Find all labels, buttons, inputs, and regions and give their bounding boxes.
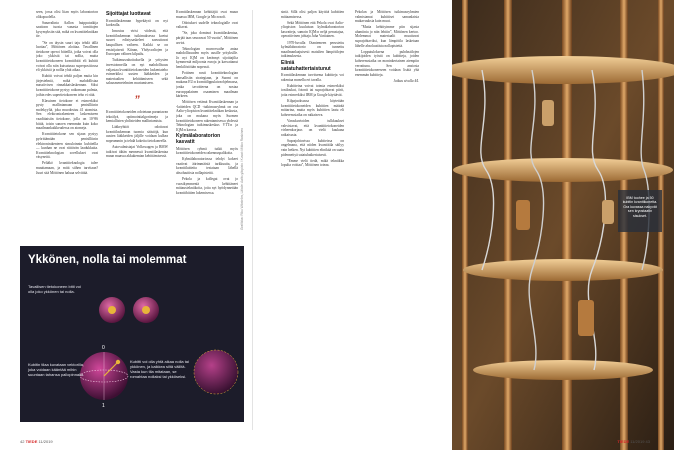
paragraph: sintä. Sillä olisi paljon käyttöä kubittien mittaamisessa. — [281, 10, 344, 19]
issue-left: 11/2019 — [38, 439, 53, 444]
qubit-label-zero: 0 — [102, 345, 105, 351]
magazine-name-left: TIEDE — [25, 439, 38, 444]
subheading: Eliniä satatuhattertaistunut — [281, 59, 331, 72]
paragraph: Kylmälaboratoriossa tehdyt kokeet vaativat äärimmäistä tarkkuutta, ja kvanttilaitteita testataan lähellä absoluuttista nollapistettä. — [176, 157, 238, 175]
paragraph: Peliäkö kvanttiteknologia tulee muuttamaan, ja mitä siihen tarvitaan? Juuri sitä Möttönen haluaa selvittää. — [36, 161, 98, 175]
column-divider — [252, 10, 253, 430]
paragraph: Pekolan ja Möttösen tutkimusryhmien valmistamat kubittiset samanlaisia mukavuuksia kuin muut. — [355, 10, 419, 24]
photo-caption: IBM toohee ja 50 kubitin kvanttikonetta. Gra kuvassa nakyvät sen kryostaatin sisukset. — [622, 196, 658, 218]
cryostat-illustration — [452, 0, 674, 450]
paragraph: Pekola ja kollegat ovat jo vuosikymmeniä kehittäneet mittaustekniikoita, joita nyt hyödynnetään kvanttibittien lukemisessa. — [176, 177, 238, 195]
issue-right: 11/2019 — [630, 439, 645, 444]
paragraph: Teknologian murrosvaihe antaa mahdollisuuden myös uusille yrityksille. Jo nyt IQM on kerännyt sijoittajilta kymmeniä miljoonia euroja ja kasvattanut henkilöstöään nopeasti. — [176, 46, 238, 70]
infographic-text-bit: Tavallisen tietokoneen bitti voi olla joko ykkönen tai nolla. — [28, 284, 81, 294]
paragraph: Kvanttitietokone sen sijaan pystyy pyörittämään penisilliinin elektronirakenteen simuloinnin kubiteilla — kunhan ne ovat riittävän laadukkaita. Kvanttiteknologian sovellukset ovat väsyneitä. — [36, 132, 98, 160]
paragraph: Kilpajuoksussa käytetään kvanttitietokoneiden kubittien määrää mittarina, mutta myös kubittien laatu eli koherenssiaika on ratkaiseva. — [281, 99, 344, 117]
qubit-state-dot — [116, 360, 120, 364]
paragraph: Kvanttitietokoneiden odotetaan parantavan tekoälyä, optimointialgoritmeja ja kemiallisten yhdisteiden mallintamista. — [106, 109, 168, 124]
paragraph: Sekä Möttönen että Pekola ovat Aalto-yliopiston kuuluisan kylmälaboratorion kasvatteja, samoin IQM:n neljä perustajaa, operatiivinen johtaja Juha Vartiainen. — [281, 20, 344, 39]
continued-reference: Jatkuu sivulla 44. — [393, 78, 419, 83]
quote-mark-icon: ” — [134, 93, 140, 106]
infographic-text-qubit-vector: Kubitin tilaa kuvataan vektorilla, joka voidaan kääntää mihin suuntaan tahansa pallopinnalla. — [28, 362, 85, 377]
paragraph: ”Emme vielä tiedä, mikä tekniikka lopulta voittaa”, Möttönen toteaa. — [281, 158, 344, 168]
paragraph: Möttösen vetämä Kvanttilaskennan ja -laitteiden QCD -tutkimusryhmä on osa Aalto-yliopiston kvanttitekniikan keskusta, joka on mukana myös Suomen kvanttitietokoneen rakentamisessa yhdessä Teknologian tutkimuskeskus VTT:n ja IQM:n kanssa. — [176, 100, 238, 132]
pull-quote — [106, 93, 168, 106]
subheading: Sijoittajat luottavat — [106, 11, 151, 17]
footer-left — [20, 439, 53, 444]
article-column-1 — [36, 10, 98, 242]
infographic-illustration — [20, 246, 244, 422]
paragraph: Kvanttilaskennan hypekäyrä on nyt korkealla. — [106, 18, 168, 28]
paragraph: ”Se, joka dominoi kvanttilaskentaa, pärjää taas seuraavat 50 vuotta”, Möttönen arvioi. — [176, 31, 238, 45]
paragraph: Innostus virisi viidestä, että kvanttilaskennan tutkimuksessa koetut suuret edistysaskeleet saavuttavat kaupallisen vaiheen. Kaikki se on ensisijaisesti Kiinan, Yhdysvaltojen ja Euroopan välinen kilpailu. — [106, 29, 168, 57]
article-column-4 — [281, 10, 344, 433]
subheading: Kylmälaboratorion kasvatit — [176, 133, 221, 145]
infographic-title: Ykkönen, nolla tai molemmat — [28, 254, 187, 266]
article-column-5 — [355, 10, 419, 433]
image-credit: Grafiikka: Riku Wikström, Lähde: Aalto-yliopisto / Kuvat: Mikko Raskinen — [240, 127, 244, 230]
paragraph: Lopputuloksena puhdastilojen tutkijoiden työstä on kubitteja, joiden koherenssiaika on moninkertainen aiempiin verrattuna. Sen ansiosta kvanttitietokoneeseen voidaan lisätä yhä enemmän kubitteja. — [355, 49, 419, 77]
bit-state-dot — [142, 306, 150, 314]
paragraph: Lääkeyhtiöt odottavat kvanttilaskennan tuomia säästöjä, kun uusien lääkkeiden jäljille voidaan kulkea nopeammin ja tehdä kokeita tietokoneella. — [106, 125, 168, 143]
magazine-name-right: TIEDE — [617, 439, 630, 444]
paragraph: Suprajohtavissa kubiteissa on ongelmana, että niiden kvanttitila säilyy vain hetken. Nyt kubittien elinikää on saatu pidennettyä satatuhatkertaisesti. — [281, 138, 344, 157]
page-number-right: 43 — [645, 439, 650, 444]
paragraph: Kubitit voivat tehdä paljon muita kin järjestelmiä, mikä mahdollistaa massiivisen rinnakkaislaskennan. Siksi kvanttitietokone pystyy ratkomaan pulmia, joihin edes supertietokoneen teho ei riitä. — [36, 74, 98, 97]
infographic-box — [20, 246, 244, 422]
paragraph: Odotukset uudelle teknologialle ovat valtavat. — [176, 20, 238, 30]
footer-right — [617, 439, 650, 444]
infographic-text-superposition: Kubitti voi olla yhtä aikaa nolla tai ykkönen, ja kaikkea siltä väliltä. Vasta kun tila mitataan, se romahtaa nollaksi tai ykköseksi. — [130, 359, 189, 379]
paragraph: Kvanttilaskennan kehittäjiä ovat muun muassa IBM, Google ja Microsoft. — [176, 10, 238, 19]
paragraph: Klassinen tietokone ei esimerkiksi pysty mallintamaan penisilliinin molekyyliä, joka muodostuu 41 atomista. Sen elektronirakenteen laskemiseen vaadittaisiin tietokone, jolla on 10^86 bittiä, toisin sanoen enemmän kuin koko maailmankaikkeudessa on atomeja. — [36, 98, 98, 131]
paragraph: Varaskuvioiden tulkkaukset vahvistavat, että kvanttitietokoneiden virheenkorjaus on vielä kaukana ratkaisusta. — [281, 118, 344, 137]
paragraph: ”Se on täysin suuri taju tehdä tällä luottaa”, Möttönen aloittaa. Tavallinen tietokone operoi bitteillä, jotka voivat olla joko ykkösiä tai nollia, mutta kvanttitietokoneen kvanttibitit eli kubitit voivat olla niin kutsutussa superpositiossa eli ykkösiä ja nollia yhtä aikaa. — [36, 40, 98, 73]
page-number-left: 42 — [20, 439, 25, 444]
paragraph: Kubitteina voivat toimia esimerkiksi ioniloukut, fotonit tai suprajohtavat piirit, joita esimerkiksi IBM ja Google käyttävät. — [281, 83, 344, 97]
paragraph: Pottinen nosti kvanttiteknologian kansallisiin strategiaan, ja Suomi on mukana EU:n kvanttilippulaivaohjelmassa, jonka tavoitteena on nostaa eurooppalainen osaaminen maailman kärkeen. — [176, 71, 238, 99]
quantum-computer-photo — [452, 0, 674, 450]
bit-state-dot — [108, 306, 116, 314]
qubit-label-one: 1 — [102, 403, 105, 409]
paragraph: seen, jossa olisi liian myös laboratorion olikopuolella. — [36, 10, 98, 19]
paragraph: 1970-luvulla Otaniemeen perustettu kylmälaboratorio on tunnettu maailmanlaajuisesti matalien lämpötilojen tutkimuksesta. — [281, 40, 344, 59]
paragraph: Möttösen ryhmä tutkii myös kvanttitietokoneiden rakennuspalikoita. — [176, 146, 238, 156]
paragraph: Sanavalinta Aallon huippututkija saattoon tuosta vanasta tomittajen kysymyksiin sitä, mikä on kvanttitekniikan tie. — [36, 20, 98, 39]
paragraph: Tutkimusrahoituksella ja yritysten investoinneilla on nyt mahdollisuus valjastaa kvanttitietokoneiden laskentateho esimerkiksi uusien lääkkeiden ja materiaalien kehittämiseen sekä salausmenetelmien murtamiseen. — [106, 58, 168, 86]
paragraph: Autovalmistajat Volkswagen ja BMW tutkivat tähän mennessä kvanttilaskentaa muun muassa akkukemian kehittämisessä. — [106, 145, 168, 159]
paragraph: ”Mutta kehittyimme piin sijasta alumiinia jo niin lehtiin”, Möttönen kertoo. Molemmat materiaalit muuttuvat suprajohtaviksi, kun lämpötila lasketaan lähelle absoluuttista nollapistettä. — [355, 25, 419, 48]
paragraph: Kvanttilaskennan tarvitsema kubitteja voi rakentaa monella eri tavalla. — [281, 73, 344, 82]
